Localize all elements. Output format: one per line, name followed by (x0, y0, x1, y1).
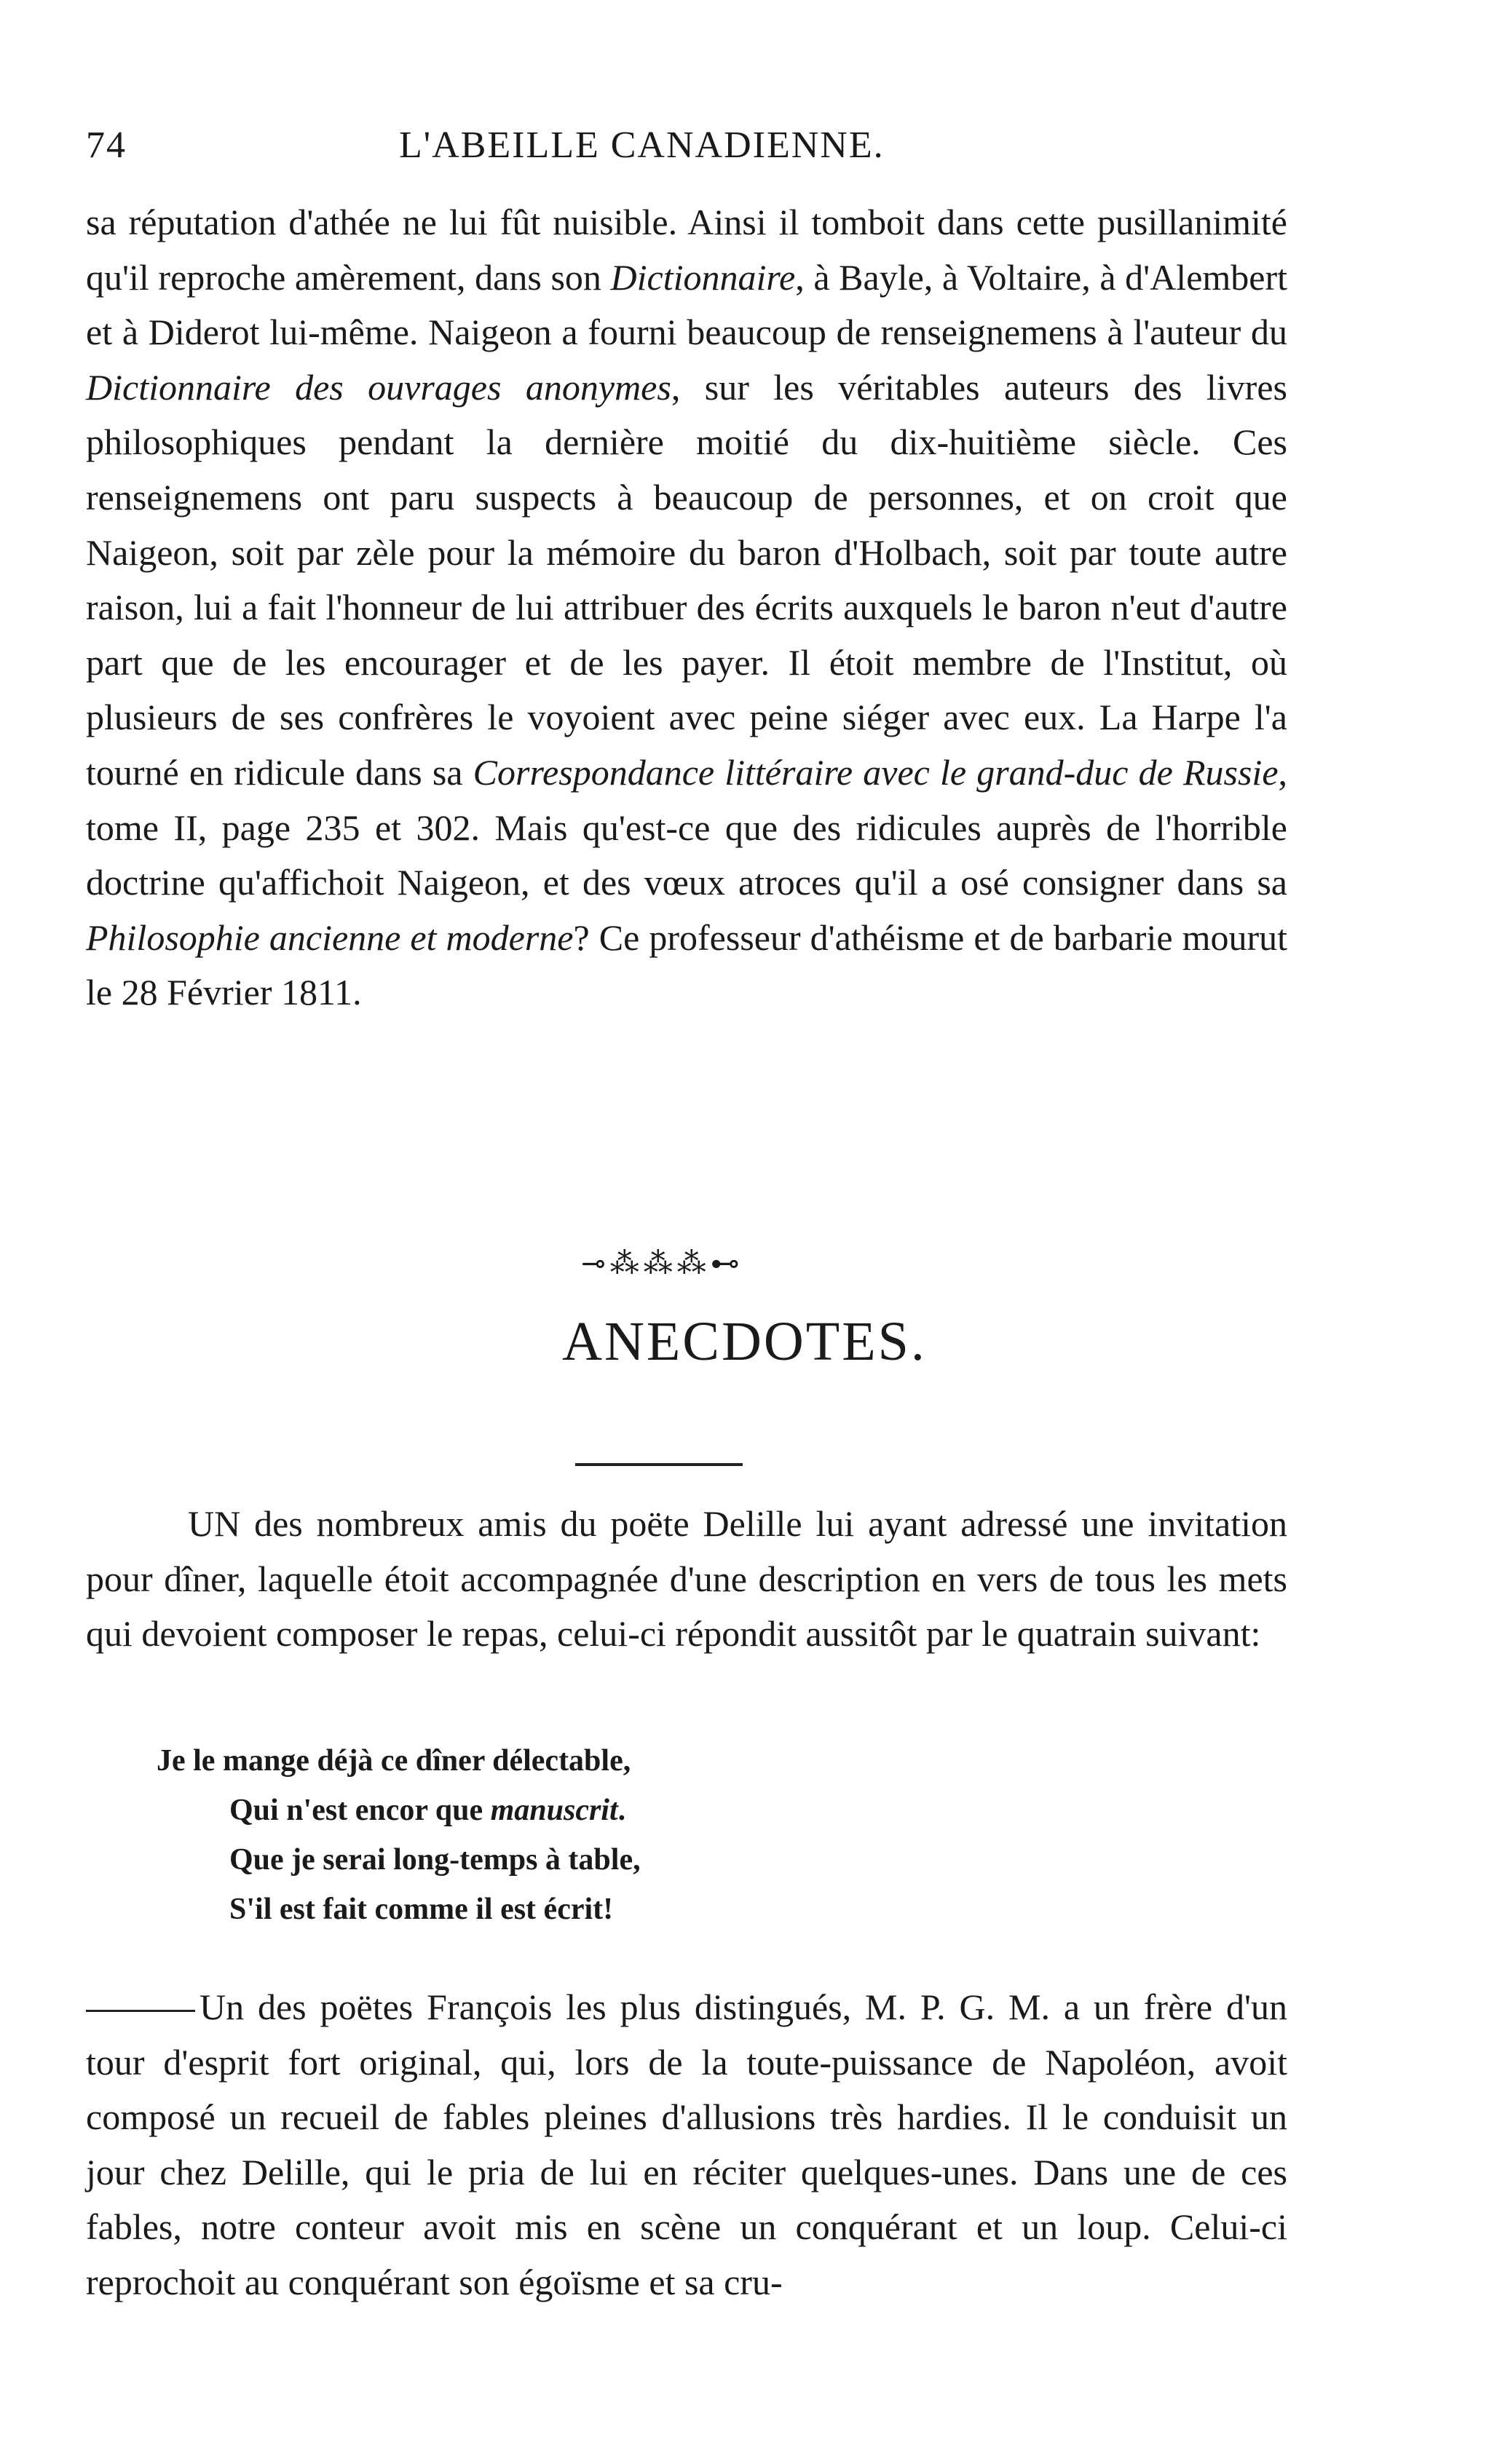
poem-line: S'il est fait comme il est écrit! (229, 1893, 614, 1926)
anecdote-fables (86, 1980, 1287, 2310)
poem-line (157, 1786, 1030, 1835)
quatrain (157, 1736, 1030, 1934)
title-rule (575, 1463, 743, 1466)
poem-line: Je le mange déjà ce dîner délectable, (157, 1744, 631, 1778)
text-run: , à Bayle, à Voltaire, à d'Alembert et à Diderot lui-même. Naigeon a fourni beaucoup de renseignemens à l'auteur du (86, 256, 1288, 353)
italic-title: Dictionnaire des ouvrages anonymes (86, 366, 671, 408)
text-run: sa réputation d'athée ne lui fût nuisible. Ainsi il tomboit dans cette pusillanimité qu'il reproche amèrement, dans son (86, 202, 1287, 298)
section-title: ANECDOTES. (562, 1311, 927, 1372)
page-header (86, 124, 1287, 182)
text-run: . (617, 1794, 626, 1827)
anecdote-delille-dinner (86, 1497, 1287, 1662)
poem-line: Que je serai long-temps à table, (229, 1843, 641, 1877)
text-run: Un des poëtes François les plus distingués, M. P. G. M. a un frère d'un tour d'esprit fort original, qui, lors de la toute-puissance de Napoléon, avoit composé un recueil de fables pleines d'allusions très hardies. Il le conduisit un jour chez Delille, qui le pria de lui en réciter quelques-unes. Dans une de ces fables, notre conteur avoit mis en scène un conquérant et un loup. Celui-ci reprochoit au conquérant son égoïsme et sa cru- (86, 1986, 1287, 2302)
text-run: , tome II, page 235 et 302. Mais qu'est-ce que des ridicules auprès de l'horrible doctrine qu'affichoit Naigeon, et des vœux atroces qu'il a osé consigner dans sa (86, 751, 1288, 903)
text-run: Qui n'est encor que (229, 1794, 491, 1827)
text-run: , sur les véritables auteurs des livres philosophiques pendant la dernière moitié du dix-huitième siècle. Ces renseignemens ont paru suspects à beaucoup de personnes, et on croit que Naigeon, soit par zèle pour la mémoire du baron d'Holbach, soit par toute autre raison, lui a fait l'honneur de lui attribuer des écrits auxquels le baron n'eut d'autre part que de les encourager et de les payer. Il étoit membre de l'Institut, où plusieurs de ses confrères le voyoient avec peine siéger avec eux. La Harpe l'a tourné en ridicule dans sa (86, 366, 1287, 793)
anecdote-text: UN des nombreux amis du poëte Delille lui ayant adressé une invitation pour dîner, laquelle étoit accompagnée d'une description en vers de tous les mets qui devoient composer le repas, celui-ci répondit aussitôt par le quatrain suivant: (86, 1503, 1287, 1655)
section-ornament: ⊸⁂⁂⁂⊷ (581, 1247, 744, 1280)
text-run: ? Ce professeur d'athéisme et de barbarie mourut le 28 Février 1811. (86, 916, 1288, 1013)
italic-title: Philosophie ancienne et moderne (86, 916, 574, 958)
running-title: L'ABEILLE CANADIENNE. (399, 124, 885, 166)
page-number: 74 (86, 124, 127, 166)
paragraph-naigeon (86, 195, 1287, 1021)
italic-title: Dictionnaire (610, 256, 796, 298)
anecdote-text (86, 1980, 1287, 2310)
paragraph-text (86, 195, 1287, 1021)
italic-word: manuscrit (490, 1794, 618, 1827)
italic-title: Correspondance littéraire avec le grand-duc de Russie (473, 751, 1279, 793)
em-dash-rule (86, 2010, 195, 2012)
